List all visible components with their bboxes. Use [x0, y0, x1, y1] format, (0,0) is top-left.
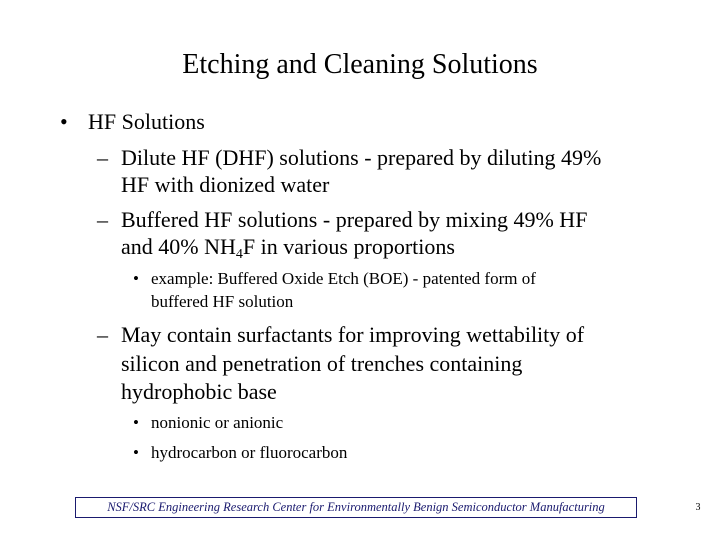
- page-number: 3: [695, 502, 701, 513]
- dash-dhf: –: [97, 145, 108, 170]
- bullet-nonionic: •: [133, 413, 139, 432]
- surfactants-text-line2: silicon and penetration of trenches containing: [121, 351, 523, 376]
- footer-banner: NSF/SRC Engineering Research Center for Environmentally Benign Semiconductor Manufacturing: [75, 497, 637, 518]
- heading-hf-solutions: HF Solutions: [88, 109, 205, 134]
- slide-title: Etching and Cleaning Solutions: [182, 49, 538, 80]
- bullet-boe: •: [133, 269, 139, 288]
- dash-bhf: –: [97, 207, 108, 232]
- dhf-text-line1: Dilute HF (DHF) solutions - prepared by diluting 49%: [121, 145, 602, 170]
- boe-text-line2: buffered HF solution: [151, 292, 294, 311]
- bullet-hydrocarbon: •: [133, 443, 139, 462]
- hydrocarbon-text: hydrocarbon or fluorocarbon: [151, 443, 348, 462]
- bhf-text-line2: [121, 231, 455, 263]
- dash-surfactants: –: [97, 322, 108, 347]
- dhf-text-line2: HF with dionized water: [121, 172, 330, 197]
- bhf-text-part-b: F in various proportions: [242, 234, 455, 259]
- surfactants-text-line1: May contain surfactants for improving wettability of: [121, 322, 585, 347]
- bhf-text-line1: Buffered HF solutions - prepared by mixing 49% HF: [121, 207, 588, 232]
- nonionic-text: nonionic or anionic: [151, 413, 284, 432]
- bhf-text-part-a: and 40% NH: [121, 234, 236, 259]
- bullet-hf-solutions: •: [60, 109, 68, 134]
- subscript-4: 4: [235, 247, 243, 262]
- boe-text-line1: example: Buffered Oxide Etch (BOE) - patented form of: [151, 269, 536, 288]
- surfactants-text-line3: hydrophobic base: [121, 379, 277, 404]
